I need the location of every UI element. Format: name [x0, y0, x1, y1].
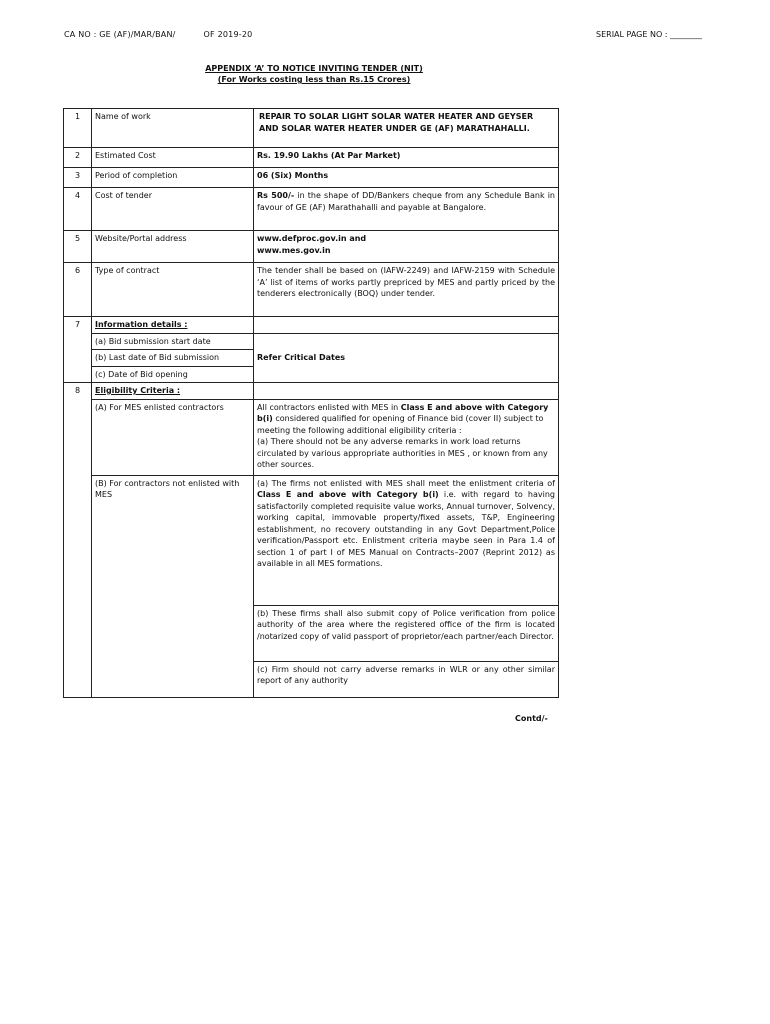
row-number: 5 — [64, 231, 92, 263]
criteria-adverse-remarks: (a) There should not be any adverse remarks in work load returns circulated by various appropriate authorities in MES , or known from any other sources. — [257, 437, 548, 469]
tender-cost-details: in the shape of DD/Bankers cheque from any Schedule Bank in favour of GE (AF) Marathahalli and payable at Bangalore. — [257, 191, 555, 212]
mes-enlisted-label: (A) For MES enlisted contractors — [92, 399, 254, 475]
website-line-1: www.defproc.gov.in and — [257, 234, 367, 243]
empty-cell — [254, 383, 559, 400]
criteria-intro: All contractors enlisted with MES in — [257, 402, 401, 412]
row-label: Website/Portal address — [92, 231, 254, 263]
tender-cost-amount: Rs 500/- — [257, 191, 295, 200]
criteria-intro: (a) The firms not enlisted with MES shall meet the enlistment criteria of — [257, 478, 555, 488]
serial-page-number: SERIAL PAGE NO : ________ — [596, 30, 703, 39]
table-row — [64, 263, 559, 317]
name-of-work-value: REPAIR TO SOLAR LIGHT SOLAR WATER HEATER AND GEYSER AND SOLAR WATER HEATER UNDER GE (AF) MARATHAHALLI. — [254, 109, 559, 148]
non-mes-label: (B) For contractors not enlisted with MES — [92, 475, 254, 697]
table-row — [64, 188, 559, 231]
row-label: Type of contract — [92, 263, 254, 317]
contract-type-value: The tender shall be based on (IAFW-2249) and IAFW-2159 with Schedule ‘A’ list of items of works partly prepriced by MES and partly priced by the tenderers electronically (BOQ) under tender. — [254, 263, 559, 317]
row-number: 1 — [64, 109, 92, 148]
eligibility-criteria-heading: Eligibility Criteria : — [92, 383, 254, 400]
website-value — [254, 231, 559, 263]
row-label: Name of work — [92, 109, 254, 148]
criteria-class: Class E and above with Category b(i) — [257, 490, 439, 499]
title-line-1: APPENDIX ‘A’ TO NOTICE INVITING TENDER (NIT) — [205, 64, 423, 73]
contract-year: OF 2019-20 — [203, 30, 253, 39]
non-mes-criteria-b: (b) These firms shall also submit copy of Police verification from police authority of the area where the registered office of the firm is located /notarized copy of valid passport of proprietor/each partner/each Director. — [254, 605, 559, 661]
information-details-heading: Information details : — [92, 317, 254, 334]
row-number: 6 — [64, 263, 92, 317]
criteria-text: considered qualified for opening of Finance bid (cover II) subject to meeting the following additional eligibility criteria : — [257, 414, 544, 435]
row-label: Estimated Cost — [92, 148, 254, 168]
row-label: Period of completion — [92, 168, 254, 188]
title-line-2: (For Works costing less than Rs.15 Crores) — [217, 75, 411, 84]
completion-period-value: 06 (Six) Months — [254, 168, 559, 188]
critical-dates-value: Refer Critical Dates — [254, 333, 559, 383]
row-number: 3 — [64, 168, 92, 188]
criteria-text: i.e. with regard to having satisfactorily completed requisite value works, Annual turnover, Solvency, working capital, immovable property/fixed assets, T&P, Engineering establishment, no recovery outstanding in any Govt Department,Police verification/Passport etc. Enlistment criteria maybe seen in Para 1.4 of section 1 of part I of MES Manual on Contracts–2007 (Reprint 2012) as available in all MES formations. — [257, 490, 555, 568]
estimated-cost-value: Rs. 19.90 Lakhs (At Par Market) — [254, 148, 559, 168]
contract-number-header — [64, 30, 252, 39]
document-title — [0, 63, 628, 85]
table-row — [64, 148, 559, 168]
criteria-class: Class E and above with Category b(i) — [257, 402, 549, 423]
empty-cell — [254, 317, 559, 334]
row-number: 2 — [64, 148, 92, 168]
website-line-2: www.mes.gov.in — [257, 245, 331, 255]
continued-marker: Contd/- — [515, 714, 548, 723]
mes-enlisted-criteria — [254, 399, 559, 475]
table-row — [64, 399, 559, 475]
row-number: 8 — [64, 383, 92, 698]
non-mes-criteria-a — [254, 475, 559, 605]
table-row — [64, 383, 559, 400]
table-row — [64, 317, 559, 334]
table-row — [64, 231, 559, 263]
row-number: 7 — [64, 317, 92, 383]
table-row — [64, 475, 559, 605]
bid-last-date-label: (b) Last date of Bid submission — [92, 350, 254, 367]
row-number: 4 — [64, 188, 92, 231]
tender-cost-value — [254, 188, 559, 231]
ca-number: CA NO : GE (AF)/MAR/BAN/ — [64, 30, 176, 39]
table-row — [64, 168, 559, 188]
bid-opening-label: (c) Date of Bid opening — [92, 366, 254, 383]
row-label: Cost of tender — [92, 188, 254, 231]
bid-start-label: (a) Bid submission start date — [92, 333, 254, 350]
non-mes-criteria-c: (c) Firm should not carry adverse remarks in WLR or any other similar report of any authority — [254, 661, 559, 697]
table-row — [64, 333, 559, 350]
table-row — [64, 109, 559, 148]
nit-appendix-table — [63, 108, 559, 698]
